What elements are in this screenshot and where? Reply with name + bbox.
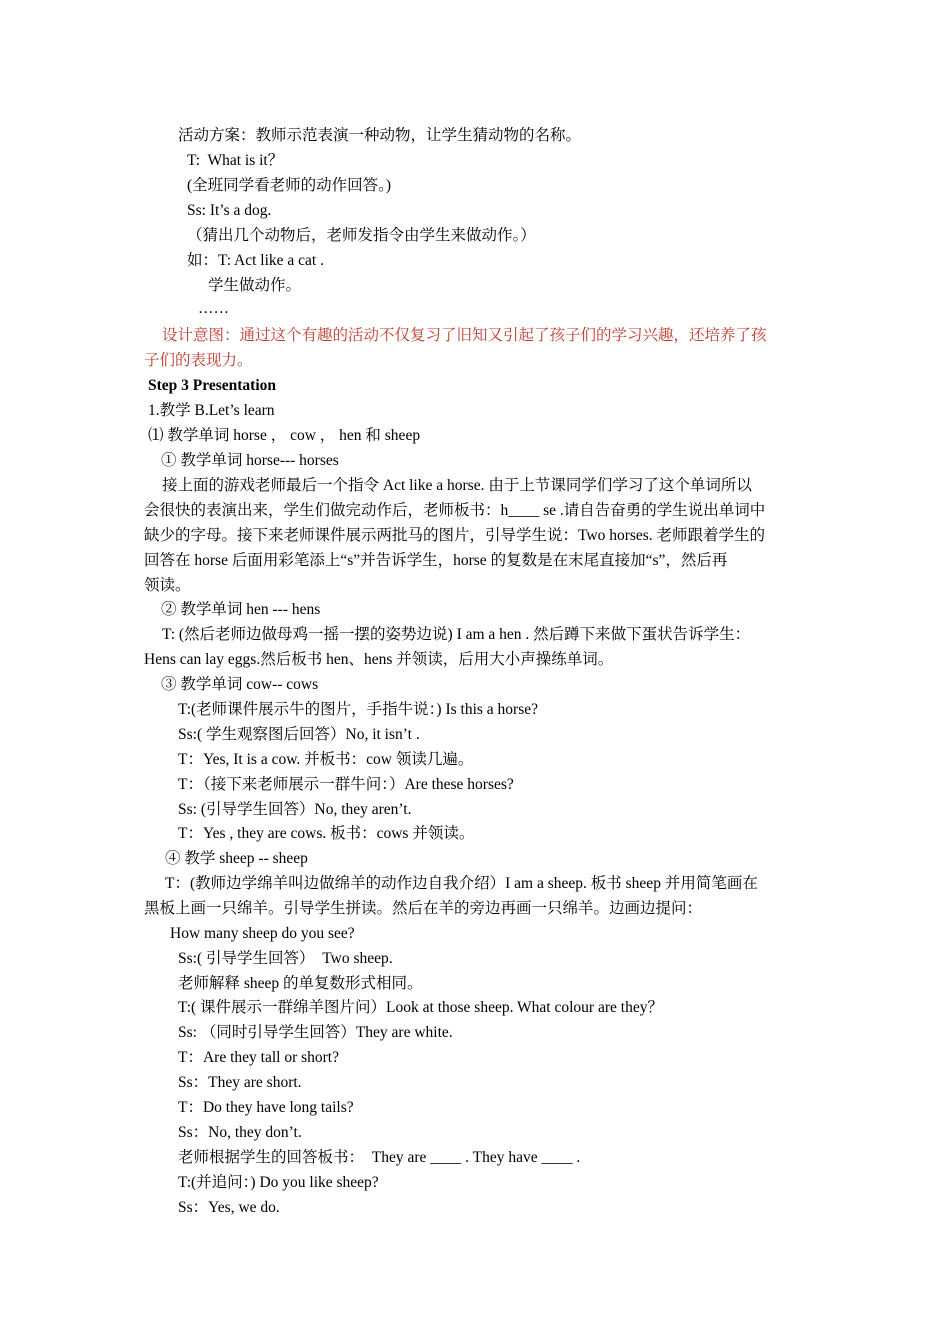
paragraph-line: T：(教师边学绵羊叫边做绵羊的动作边自我介绍）I am a sheep. 板书 sheep 并用简笔画在 <box>165 875 758 892</box>
step-heading: Step 3 Presentation <box>148 377 277 394</box>
item-heading: ① 教学单词 horse--- horses <box>161 452 339 469</box>
dialogue-line: Ss: （同时引导学生回答）They are white. <box>178 1024 453 1041</box>
dialogue-line: T:(并追问：) Do you like sheep? <box>178 1174 379 1191</box>
paragraph-line: T: (然后老师边做母鸡一摇一摆的姿势边说) I am a hen . 然后蹲下来做下蛋状告诉学生： <box>162 626 751 643</box>
paragraph-line: 接上面的游戏老师最后一个指令 Act like a horse. 由于上节课同学们学习了这个单词所以 <box>162 477 752 494</box>
paragraph-line: 会很快的表演出来，学生们做完动作后，老师板书：h____ se .请自告奋勇的学生说出单词中 <box>144 502 766 519</box>
dialogue-line: T：Yes , they are cows. 板书：cows 并领读。 <box>178 825 475 842</box>
paragraph-line: Hens can lay eggs.然后板书 hen、hens 并领读，后用大小声操练单词。 <box>144 651 614 668</box>
dialogue-line: T: What is it？ <box>187 152 284 169</box>
dialogue-line: Ss：They are short. <box>178 1074 302 1091</box>
instruction-line: （猜出几个动物后，老师发指令由学生来做动作。） <box>187 227 536 244</box>
instruction-line: 老师解释 sheep 的单复数形式相同。 <box>178 975 423 992</box>
dialogue-line: T：Are they tall or short? <box>178 1049 339 1066</box>
paragraph-line: 缺少的字母。接下来老师课件展示两批马的图片，引导学生说：Two horses. 老师跟着学生的 <box>144 527 766 544</box>
dialogue-line: Ss：Yes, we do. <box>178 1199 280 1216</box>
dialogue-line: Ss：No, they don’t. <box>178 1124 302 1141</box>
paragraph-line: 黑板上画一只绵羊。引导学生拼读。然后在羊的旁边再画一只绵羊。边画边提问： <box>144 900 703 917</box>
paragraph-line: 回答在 horse 后面用彩笔添上“s”并告诉学生，horse 的复数是在末尾直接加“s”，然后再 <box>144 552 728 569</box>
instruction-line: (全班同学看老师的动作回答。) <box>187 177 392 194</box>
design-intent-line: 子们的表现力。 <box>144 352 253 369</box>
blackboard-line: 老师根据学生的回答板书： They are ____ . They have ____ . <box>178 1149 581 1166</box>
subsection-heading: ⑴ 教学单词 horse ， cow ， hen 和 sheep <box>148 427 421 444</box>
section-heading: 1.教学 B.Let’s learn <box>148 402 275 419</box>
instruction-line: 学生做动作。 <box>208 277 302 294</box>
dialogue-line: T:( 课件展示一群绵羊图片问）Look at those sheep. What colour are they？ <box>178 999 663 1016</box>
dialogue-line: Ss:( 引导学生回答） Two sheep. <box>178 950 393 967</box>
dialogue-line: 如：T: Act like a cat . <box>187 252 324 269</box>
item-heading: ② 教学单词 hen --- hens <box>161 601 321 618</box>
item-heading: ④ 教学 sheep -- sheep <box>165 850 308 867</box>
dialogue-line: T：Yes, It is a cow. 并板书：cow 领读几遍。 <box>178 751 474 768</box>
dialogue-line: How many sheep do you see? <box>170 925 355 942</box>
item-heading: ③ 教学单词 cow-- cows <box>161 676 319 693</box>
dialogue-line: Ss: (引导学生回答）No, they aren’t. <box>178 801 412 818</box>
dialogue-line: T:(老师课件展示牛的图片，手指牛说：) Is this a horse? <box>178 701 538 718</box>
dialogue-line: T：Do they have long tails? <box>178 1099 354 1116</box>
ellipsis-line: …… <box>198 300 229 317</box>
paragraph-line: 领读。 <box>144 577 191 594</box>
activity-plan-line: 活动方案：教师示范表演一种动物，让学生猜动物的名称。 <box>178 127 582 144</box>
design-intent-line: 设计意图：通过这个有趣的活动不仅复习了旧知又引起了孩子们的学习兴趣，还培养了孩 <box>162 327 767 344</box>
dialogue-line: T：（接下来老师展示一群牛问：）Are these horses? <box>178 776 514 793</box>
dialogue-line: Ss:( 学生观察图后回答）No, it isn’t . <box>178 726 420 743</box>
dialogue-line: Ss: It’s a dog. <box>187 202 272 219</box>
